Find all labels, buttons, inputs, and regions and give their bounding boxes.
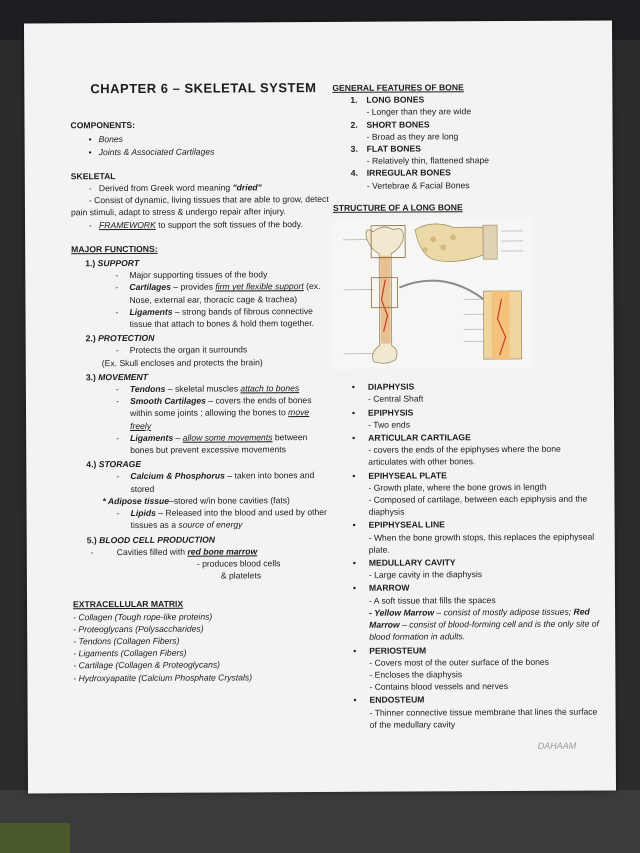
item-number: 2. [350,119,358,130]
function-number: 2.) [85,333,96,344]
function-number: 5.) [86,534,97,545]
item-desc: - A soft tissue that fills the spaces [368,594,496,606]
notes-paper [24,20,616,793]
spongy-bone-icon [450,234,456,240]
text: – provides [170,281,216,293]
item-desc: - Vertebrae & Facial Bones [351,178,598,191]
components-section [70,118,330,158]
item-desc: - Encloses the diaphysis [369,669,463,680]
item-desc: - Longer than they are wide [350,105,597,118]
function-1-b [71,280,331,306]
text: to support the soft tissues of the body. [155,218,303,230]
components-list [71,132,331,158]
item-title: FLAT BONES [366,143,421,154]
text: – taken into bones and stored [130,470,315,494]
major-functions-section [71,242,333,583]
list-item: • Joints & Associated Cartilages [71,145,331,159]
spongy-bone-icon [423,247,428,252]
item-number: 1. [350,95,358,106]
text: – Released into the blood and used by other tissues as a [130,507,327,531]
skeletal-heading: SKELETAL [70,170,116,182]
function-4-c [73,506,333,532]
function-5-a [73,545,333,559]
right-column [332,81,600,731]
skeletal-line-2: - Consist of dynamic, living tissues that are able to grow, detect pain stimuli, adapt to stress & undergo repair after injury. [70,194,329,218]
function-name: STORAGE [98,459,142,470]
compact-bone-icon [483,225,497,259]
item-title: IRREGULAR BONES [366,167,451,179]
major-functions-heading: MAJOR FUNCTIONS: [71,243,158,255]
skeletal-section [71,169,331,231]
list-item: - Ligaments (Collagen Fibers) [73,647,187,659]
function-2-b: (Ex. Skull encloses and protects the brain) [101,356,263,368]
components-heading: COMPONENTS: [70,120,136,131]
text-underline: allow some movements [182,432,273,443]
item-desc: - Large cavity in the diaphysis [368,569,483,581]
text-underline: move freely [130,407,310,431]
text: Derived from Greek word meaning [98,182,233,194]
text: Consist of dynamic, living tissues that are able to grow, detect pain stimuli, adapt to stress & undergo repair after injury. [70,194,329,218]
item-desc: - Composed of cartilage, between each epiphysis and the diaphysis [368,493,588,518]
left-column [70,82,333,684]
text: –stored w/in bone cavities (fats) [169,495,290,506]
text: – consist of mostly adipose tissues; [434,606,574,618]
text: (ex. Nose, external ear, thoracic cage & trachea) [129,281,321,305]
text-underline: FRAMEWORK [99,219,156,230]
term: Smooth Cartilages [129,395,206,407]
spongy-bone-icon [440,244,446,250]
structure-list [334,380,601,731]
page-title: CHAPTER 6 – SKELETAL SYSTEM [90,80,317,97]
list-item: - Tendons (Collagen Fibers) [73,635,180,647]
term: Red Marrow [369,606,590,630]
function-name: SUPPORT [97,257,140,269]
item-desc: - Contains blood vessels and nerves [369,681,509,692]
function-name: PROTECTION [98,333,155,344]
text-emphasis: "dried" [232,182,262,193]
item-desc: - Two ends [368,419,411,430]
text: – covers the ends of bones within some joints ; allowing the bones to [130,395,312,419]
term: Calcium & Phosphorus [130,470,225,482]
item-desc: - Thinner connective tissue membrane that lines the surface of the medullary cavity [369,706,598,730]
item-title: LONG BONES [366,94,425,105]
term: - Yellow Marrow [369,607,435,618]
function-number: 3.) [85,372,96,383]
function-number: 1.) [85,258,96,269]
item-desc: - Covers most of the outer surface of the bones [369,656,549,668]
item-desc: - Relatively thin, flattened shape [351,154,598,167]
text-emphasis: source of energy [178,519,243,531]
function-5-b: - produces blood cells [196,558,281,569]
list-item: • Bones [71,132,331,146]
item-desc: - Central Shaft [367,393,424,405]
function-number: 4.) [86,459,97,470]
spongy-bone-icon [430,236,436,242]
skeletal-line-1 [71,181,331,195]
item-number: 4. [350,168,358,179]
term: * Adipose tissue [102,495,170,507]
list-item: • ENDOSTEUM [336,693,601,707]
general-features-list [350,93,598,192]
term: Tendons [129,383,166,395]
list-item: - Cartilage (Collagen & Proteoglycans) [73,659,221,671]
text: Cavities filled with [116,546,188,557]
list-item: • EPIPHYSIS [334,405,599,419]
list-item: • PERIOSTEUM [335,643,600,657]
extracellular-heading: EXTRACELLULAR MATRIX [73,599,184,610]
list-item: • ARTICULAR CARTILAGE [334,431,599,445]
item-desc: - Broad as they are long [351,129,598,142]
list-item: • DIAPHYSIS [334,380,599,394]
text-underline: red bone marrow [187,546,258,557]
function-3-b [72,394,332,432]
text: – consist of blood-forming cell and is the only site of blood formation in adults. [369,618,599,643]
structure-heading: STRUCTURE OF A LONG BONE [332,202,463,213]
general-features-heading: GENERAL FEATURES OF BONE [332,82,464,93]
list-item: - Hydroxyapatite (Calcium Phosphate Crystals) [73,671,253,683]
list-item: - Collagen (Tough rope-like proteins) [73,611,213,622]
function-2-a: - Protects the organ it surrounds [72,343,332,357]
list-item: • EPIHYSEAL PLATE [334,468,599,482]
extracellular-section [73,597,333,684]
text: – strong bands of fibrous connective tissue that attach to bones & hold them together. [129,305,315,330]
item-desc: - Growth plate, where the bone grows in length [368,481,547,493]
term: Cartilages [129,282,171,293]
item-desc: - covers the ends of the epiphyses where the bone articulates with other bones. [368,443,561,468]
marrow-types [335,605,600,643]
term: Lipids [130,507,156,519]
text-underline: attach to bones [240,383,300,394]
term: Ligaments [129,306,173,317]
list-item: • MEDULLARY CAVITY [335,556,600,570]
text: between bones but prevent excessive movements [130,431,308,456]
function-name: BLOOD CELL PRODUCTION [99,534,215,545]
item-desc: - When the bone growth stops, this replaces the epiphyseal plate. [368,531,595,555]
item-number: 3. [350,143,358,154]
background-table [0,790,640,853]
long-bone-diagram [333,219,534,370]
text: – skeletal muscles [165,383,241,394]
function-name: MOVEMENT [98,371,148,383]
text-underline: firm yet flexible support [215,281,304,292]
term: Ligaments [130,432,174,443]
list-item: - Proteoglycans (Polysaccharides) [73,623,204,635]
function-4-a [72,469,332,495]
text: – [173,432,183,443]
function-1-a: - Major supporting tissues of the body [71,268,331,282]
list-item: • MARROW [335,581,600,595]
signature: DAHAAM [537,740,577,751]
function-3-c [72,431,332,457]
function-5-c: & platelets [220,570,262,581]
list-item: • EPIPHYSEAL LINE [335,518,600,532]
item-title: SHORT BONES [366,119,430,130]
skeletal-line-3 [71,218,331,232]
function-1-c [71,305,331,331]
